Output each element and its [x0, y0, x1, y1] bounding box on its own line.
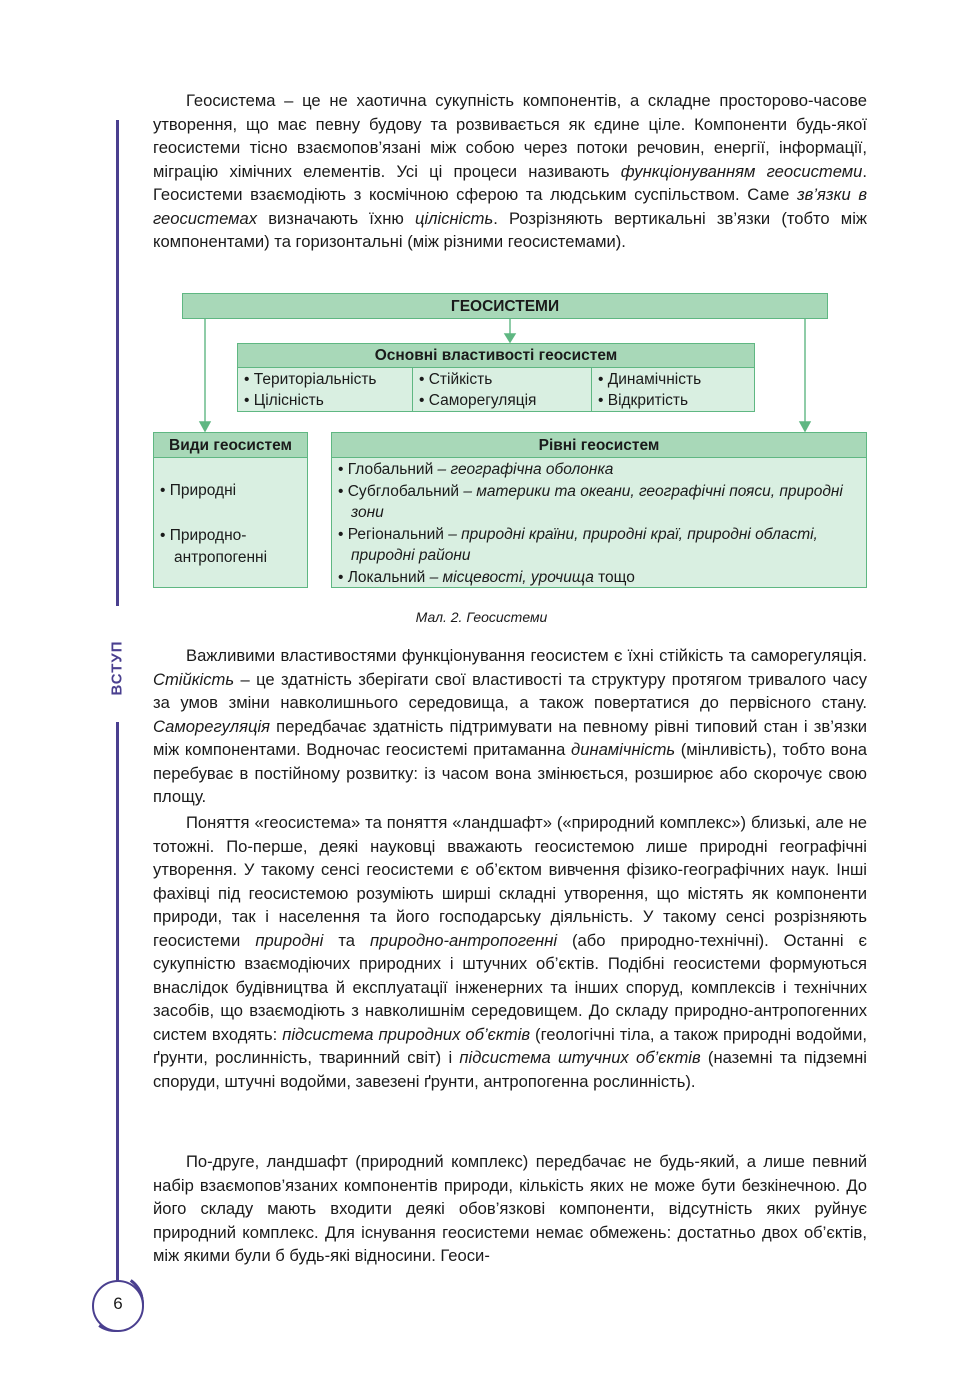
level-item: • Регіональний – природні країни, природні краї, природні області, природні райони	[338, 525, 818, 564]
property-item: • Цілісність	[244, 392, 324, 410]
types-header: Види геосистем	[153, 432, 308, 458]
diagram-title: ГЕОСИСТЕМИ	[182, 293, 828, 319]
levels-body	[331, 457, 867, 588]
level-item: • Субглобальний – материки та океани, географічні пояси, природні зони	[338, 482, 843, 521]
body-paragraph-stability: Важливими властивостями функціонування геосистем є їхні стійкість та саморегуляція. Стійкість – це здатність зберігати свої властивості та структуру протягом тривалого часу за умов зміни навколишнього середовища, а також повертатися до первісного стану. Саморегуляція передбачає здатність підтримувати на певному рівні типовий стан і зв’язки між компонентами. Водночас геосистемі притаманна динамічність (мінливість), тобто вона перебуває в постійному розвитку: із часом вона змінюється, розширює або скорочує свою площу.	[153, 646, 867, 806]
properties-col-2	[412, 367, 592, 412]
page-number-badge	[92, 1280, 144, 1332]
property-item: • Саморегуляція	[419, 392, 536, 410]
body-paragraph-landscape: По-друге, ландшафт (природний комплекс) передбачає не будь-який, а лише певний набір взаємопов’язаних компонентів природи, кількість яких не може бути безкінечною. До його складу мають входити деякі обов’язкові компоненти, відсутність яких руйнує природний комплекс. Для існування геосистеми немає обмежень: достатньо двох об’єктів, між якими були б будь-які відносини. Геоси-	[153, 1152, 867, 1265]
figure-caption: Мал. 2. Геосистеми	[415, 609, 548, 625]
level-list	[338, 459, 858, 588]
property-item: • Територіальність	[244, 371, 377, 389]
properties-header: Основні властивості геосистем	[237, 343, 755, 368]
types-body	[153, 457, 308, 588]
property-item: • Стійкість	[419, 371, 492, 389]
section-label: ВСТУП	[108, 640, 126, 696]
side-rule-bottom	[116, 722, 119, 1288]
levels-header: Рівні геосистем	[331, 432, 867, 458]
property-item: • Відкритість	[598, 392, 688, 410]
level-item: • Локальний – місцевості, урочища тощо	[338, 568, 635, 586]
type-item: • Природно-антропогенні	[160, 527, 268, 566]
body-paragraph-concepts: Поняття «геосистема» та поняття «ландшафт» («природний комплекс») близькі, але не тотожні. По-перше, деякі науковці вважають геосистемою лише природні географічні утворення. У такому сенсі геосистеми є об’єктом вивчення фізико-географічних наук. Інші фахівці під геосистемою розуміють ширші складні утворення, що містять як компоненти природи, так і населення та його господарську діяльність. У такому сенсі розрізняють геосистеми природні та природно-антропогенні (або природно-технічні). Останні є сукупністю взаємодіючих природних і штучних об’єктів. Подібні геосистеми формуються внаслідок будівництва й експлуатації інженерних та інших споруд, комплексів і технічних засобів, що взаємодіють з навколишнім середовищем. До складу природно-антропогенних систем входять: підсистема природних об’єктів (геологічні тіла, а також природні водойми, ґрунти, рослинність, тваринний світ) і підсистема штучних об’єктів (наземні та підземні споруди, штучні водойми, завезені ґрунти, антропогенна рослинність).	[153, 813, 868, 1091]
properties-col-1	[237, 367, 413, 412]
properties-col-3	[591, 367, 755, 412]
intro-paragraph: Геосистема – це не хаотична сукупність компонентів, а складне просторово-часове утворення, що має певну будову та розвивається як єдине ціле. Компоненти будь-якої геосистеми тісно взаємопов’язані між собою через потоки речовин, енергії, інформації, міграцію хімічних елементів. Усі ці процеси називають функціонуванням геосистеми. Геосистеми взаємодіють з космічною сферою та людським суспільством. Саме зв’язки в геосистемах визначають їхню цілісність. Розрізняють вертикальні зв’язки (тобто між компонентами) та горизонтальні (між різними геосистемами).	[153, 91, 867, 251]
property-item: • Динамічність	[598, 371, 701, 389]
level-item: • Глобальний – географічна оболонка	[338, 461, 614, 478]
page-number: 6	[113, 1294, 123, 1313]
type-item: • Природні	[160, 482, 237, 499]
